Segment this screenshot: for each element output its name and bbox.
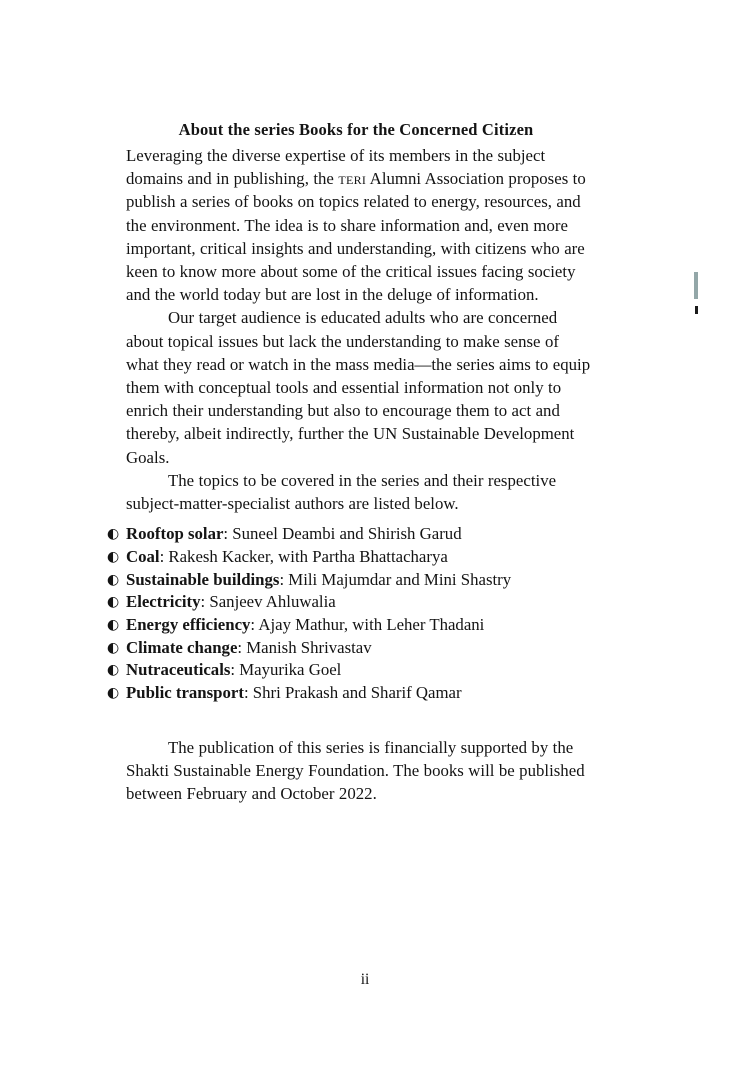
list-item [106, 659, 594, 682]
topic-authors: : Suneel Deambi and Shirish Garud [223, 524, 462, 544]
list-item [106, 523, 594, 546]
half-filled-circle-bullet-icon: ◐ [107, 662, 120, 679]
topic-authors: : Manish Shrivastav [237, 637, 372, 657]
topic-title: Electricity [126, 592, 201, 612]
topic-title: Energy efficiency [126, 615, 251, 635]
topic-list [106, 523, 594, 705]
topic-title: Rooftop solar [126, 524, 224, 544]
paragraph-1-text-after-teri: Alumni Association proposes to publish a series of books on topics related to energy, resources, and the environment. The idea is to share information and, even more important, critical insights and understanding, with citizens who are keen to know more about some of the critical issues facing society and the world today but are lost in the deluge of information. [126, 169, 586, 305]
list-item [106, 637, 594, 660]
half-filled-circle-bullet-icon: ◐ [107, 526, 120, 543]
half-filled-circle-bullet-icon: ◐ [107, 548, 120, 565]
list-item [106, 569, 594, 592]
margin-tick-mark [695, 306, 698, 314]
topic-authors: : Rakesh Kacker, with Partha Bhattacharya [159, 546, 448, 566]
paragraph-1-text-before-teri: Leveraging the diverse expertise of its members in the subject domains and in publishing, the [126, 146, 546, 189]
topic-title: Climate change [126, 637, 238, 657]
paragraph-topics-intro: The topics to be covered in the series and their respective subject-matter-specialist authors are listed below. [126, 470, 557, 514]
list-item [106, 682, 594, 705]
topic-authors: : Ajay Mathur, with Leher Thadani [250, 615, 485, 635]
topic-authors: : Sanjeev Ahluwalia [200, 592, 336, 612]
page-title: About the series Books for the Concerned Citizen [178, 120, 534, 139]
half-filled-circle-bullet-icon: ◐ [107, 571, 120, 588]
topic-authors: : Mayurika Goel [230, 660, 342, 680]
half-filled-circle-bullet-icon: ◐ [107, 617, 120, 634]
page-number: ii [360, 971, 370, 988]
margin-change-bar [694, 272, 698, 299]
closing-block [126, 736, 594, 806]
topic-title: Public transport [126, 683, 244, 703]
half-filled-circle-bullet-icon: ◐ [107, 685, 120, 702]
text-column [107, 118, 594, 805]
list-item [106, 614, 594, 637]
topic-authors: : Mili Majumdar and Mini Shastry [279, 569, 512, 589]
topic-title: Nutraceuticals [126, 660, 231, 680]
half-filled-circle-bullet-icon: ◐ [107, 594, 120, 611]
topic-title: Coal [126, 546, 160, 566]
topic-authors: : Shri Prakash and Sharif Qamar [243, 683, 462, 703]
half-filled-circle-bullet-icon: ◐ [107, 639, 120, 656]
paragraph-about-series [126, 144, 594, 306]
list-item [106, 546, 594, 569]
paragraph-funding: The publication of this series is financially supported by the Shakti Sustainable Energy Foundation. The books will be published between February and October 2022. [126, 737, 585, 804]
topic-title: Sustainable buildings [126, 569, 280, 589]
list-item [106, 591, 594, 614]
teri-acronym: teri [338, 169, 367, 189]
paragraph-target-audience: Our target audience is educated adults who are concerned about topical issues but lack the understanding to make sense of what they read or watch in the mass media—the series aims to equip them with conceptual tools and essential information not only to enrich their understanding but also to encourage them to act and thereby, albeit indirectly, further the UN Sustainable Development Goals. [126, 308, 591, 467]
